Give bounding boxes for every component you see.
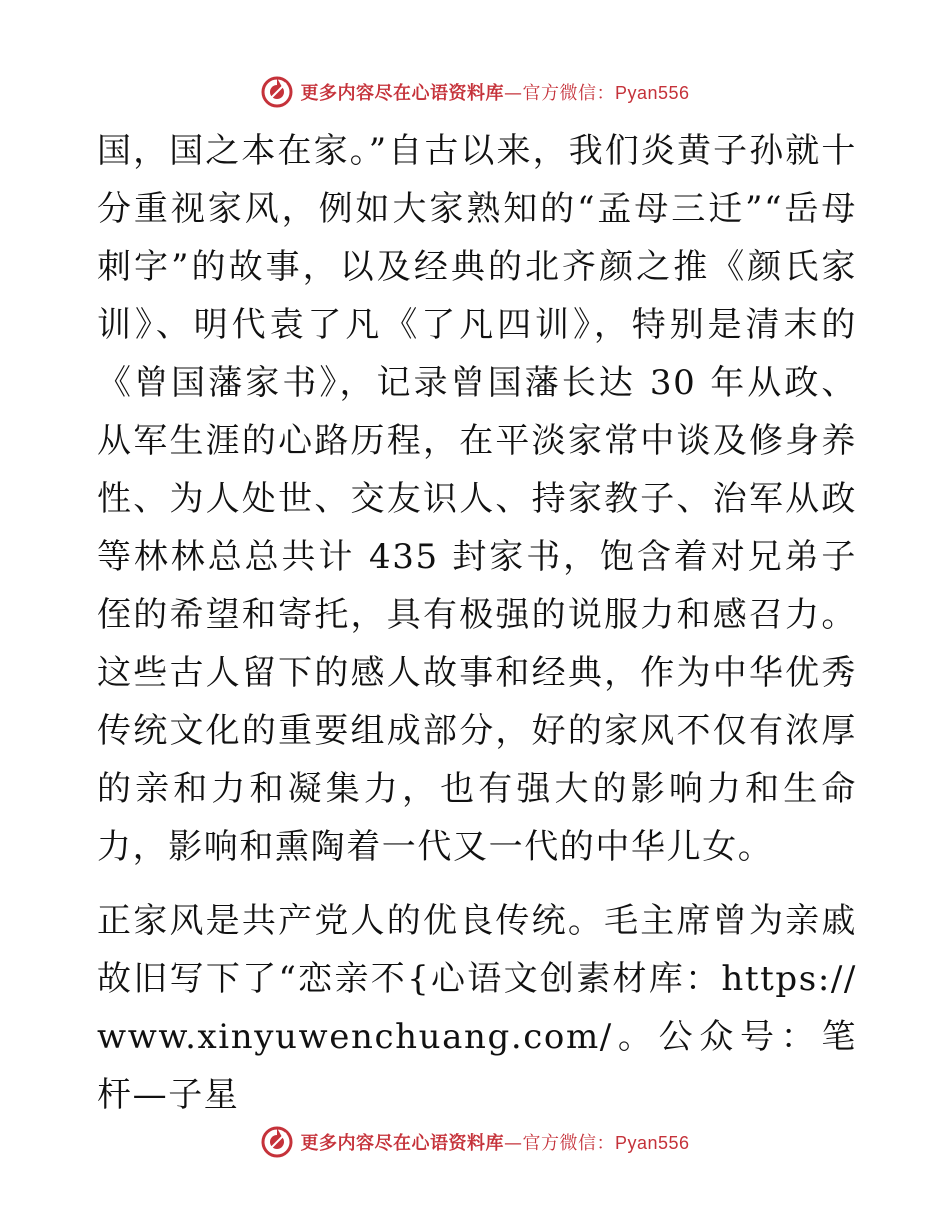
paragraph-2: 正家风是共产党人的优良传统。毛主席曾为亲戚故旧写下了“恋亲不{心语文创素材库：https://www.xinyuwenchuang.com/。公众号：笔杆—子星	[97, 901, 857, 1115]
header-banner	[0, 72, 950, 112]
footer-banner-handle: Pyan556	[614, 1133, 690, 1153]
footer-banner-text	[300, 1129, 689, 1155]
footer-banner	[0, 1122, 950, 1162]
footer-banner-main: 更多内容尽在心语资料库	[300, 1133, 504, 1154]
paragraph-1: 国，国之本在家。”自古以来，我们炎黄子孙就十分重视家风，例如大家熟知的“孟母三迁”“岳母刺字”的故事，以及经典的北齐颜之推《颜氏家训》、明代袁了凡《了凡四训》，特别是清末的《曾国藩家书》，记录曾国藩长达 30 年从政、从军生涯的心路历程，在平淡家常中谈及修身养性、为人处世、交友识人、持家教子、治军从政等林林总总共计 435 封家书，饱含着对兄弟子侄的希望和寄托，具有极强的说服力和感召力。这些古人留下的感人故事和经典，作为中华优秀传统文化的重要组成部分，好的家风不仅有浓厚的亲和力和凝集力，也有强大的影响力和生命力，影响和熏陶着一代又一代的中华儿女。	[97, 131, 857, 867]
header-banner-text	[300, 79, 689, 105]
logo-icon	[260, 1125, 294, 1159]
header-banner-main: 更多内容尽在心语资料库	[300, 83, 504, 104]
header-banner-official: 官方微信：	[522, 83, 615, 104]
footer-banner-dash: —	[503, 1133, 523, 1154]
logo-icon	[260, 75, 294, 109]
header-banner-dash: —	[503, 83, 523, 104]
footer-banner-official: 官方微信：	[522, 1133, 615, 1154]
document-body	[97, 122, 857, 1124]
header-banner-handle: Pyan556	[614, 83, 690, 103]
